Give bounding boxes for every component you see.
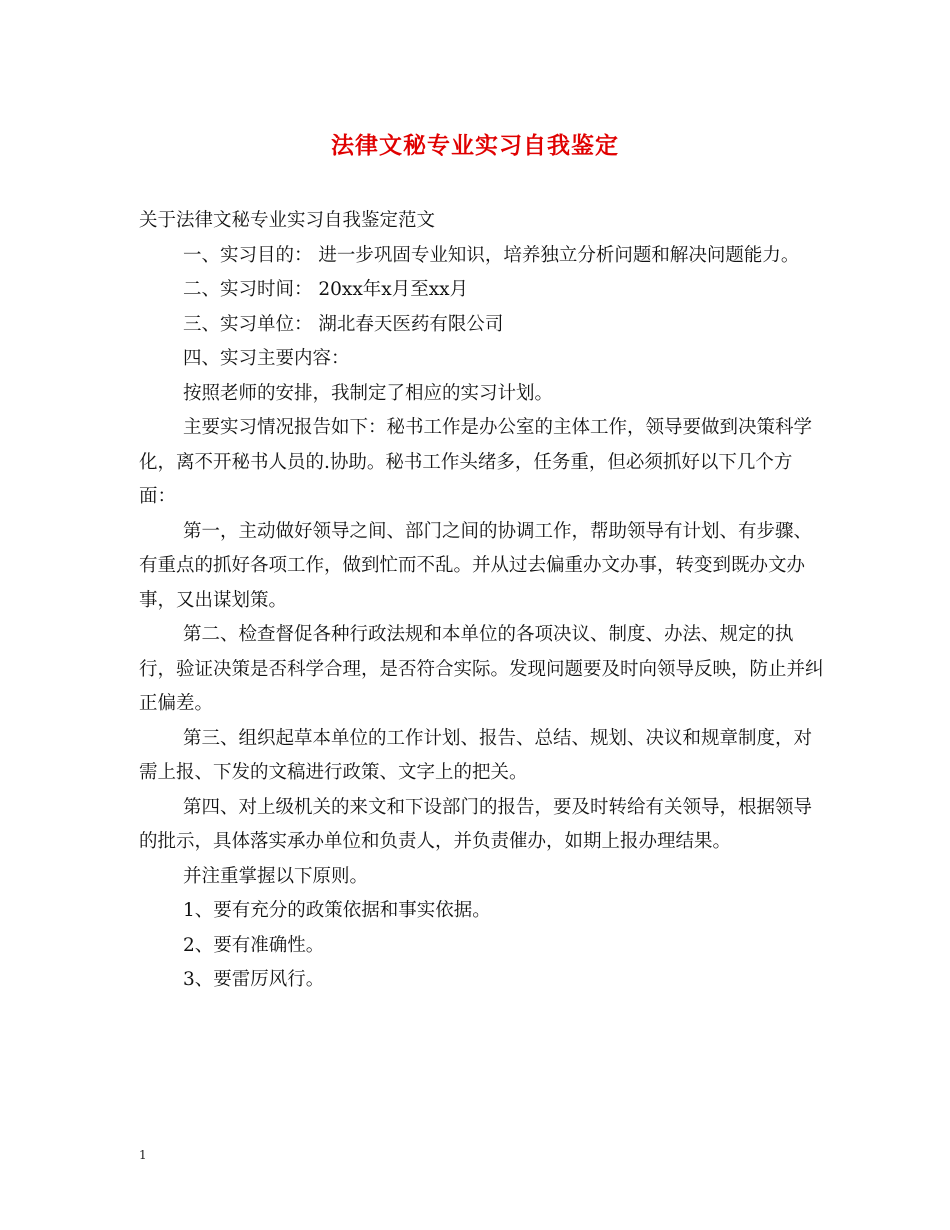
page-number: 1 (139, 1148, 147, 1162)
paragraph-unit: 三、实习单位： 湖北春天医药有限公司 (183, 313, 504, 335)
paragraph-purpose: 一、实习目的： 进一步巩固专业知识，培养独立分析问题和解决问题能力。 (183, 244, 800, 266)
paragraph-content-heading: 四、实习主要内容： (183, 348, 350, 369)
paragraph-principle-3: 3、要雷厉风行。 (183, 969, 325, 990)
paragraph-principle-2: 2、要有准确性。 (183, 934, 325, 956)
paragraph-third: 第三、组织起草本单位的工作计划、报告、总结、规划、决议和规章制度，对需上报、下发的文稿进行政策、文字上的把关。 (139, 727, 813, 783)
document-title: 法律文秘专业实习自我鉴定 (331, 132, 619, 159)
paragraph-first: 第一，主动做好领导之间、部门之间的协调工作，帮助领导有计划、有步骤、有重点的抓好各项工作，做到忙而不乱。并从过去偏重办文办事，转变到既办文办事，又出谋划策。 (139, 520, 813, 611)
paragraph-principle-1: 1、要有充分的政策依据和事实依据。 (183, 900, 491, 921)
document-subtitle: 关于法律文秘专业实习自我鉴定范文 (139, 210, 436, 231)
paragraph-plan: 按照老师的安排，我制定了相应的实习计划。 (183, 382, 554, 404)
paragraph-report: 主要实习情况报告如下：秘书工作是办公室的主体工作，领导要做到决策科学化，离不开秘书人员的.协助。秘书工作头绪多，任务重，但必须抓好以下几个方面： (139, 417, 813, 507)
document-body (139, 204, 829, 998)
paragraph-time: 二、实习时间： 20xx年x月至xx月 (183, 279, 469, 300)
paragraph-second: 第二、检查督促各种行政法规和本单位的各项决议、制度、办法、规定的执行，验证决策是否科学合理，是否符合实际。发现问题要及时向领导反映，防止并纠正偏差。 (139, 624, 824, 714)
paragraph-principles: 并注重掌握以下原则。 (183, 865, 369, 887)
paragraph-fourth: 第四、对上级机关的来文和下设部门的报告，要及时转给有关领导，根据领导的批示，具体落实承办单位和负责人，并负责催办，如期上报办理结果。 (139, 796, 813, 852)
